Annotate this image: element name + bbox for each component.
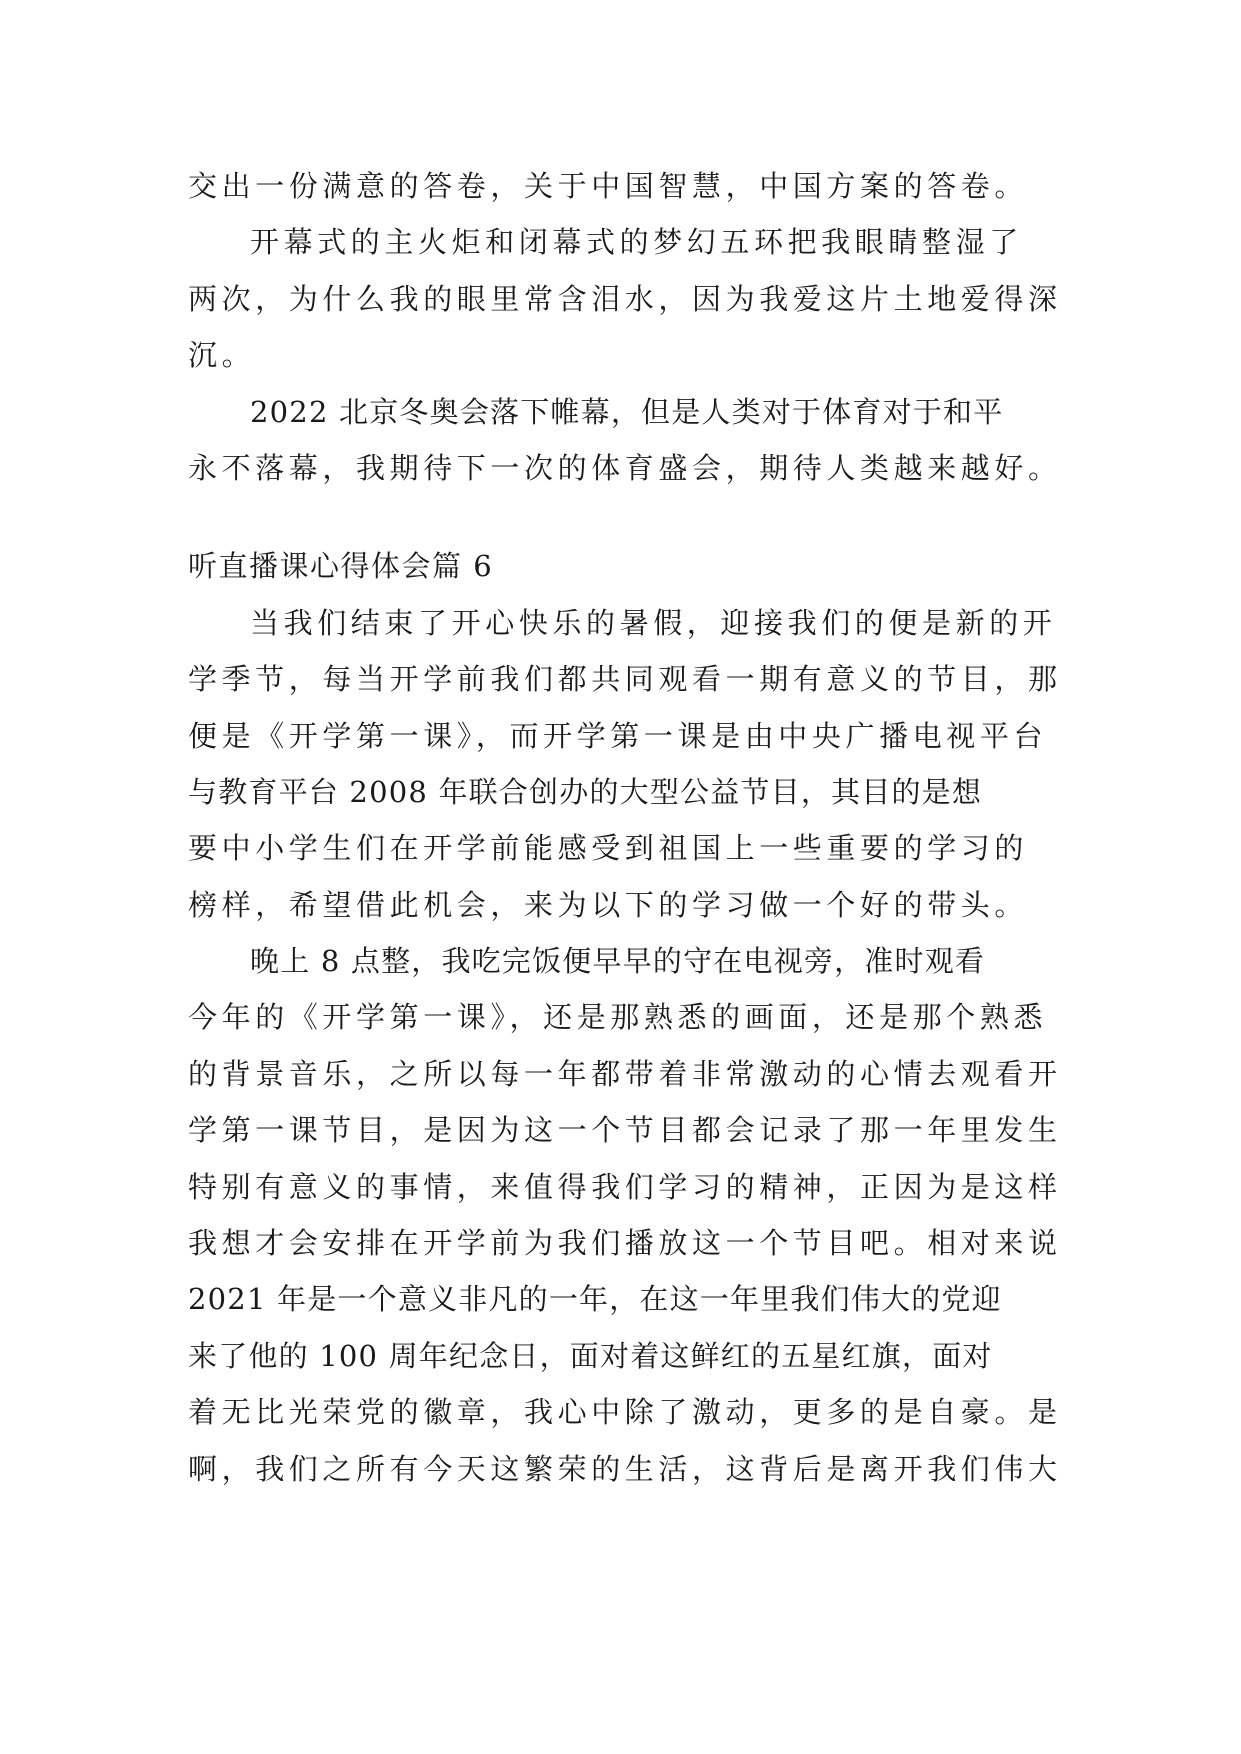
section-heading: 听直播课心得体会篇 6 (188, 549, 494, 584)
text-line: 学季节，每当开学前我们都共同观看一期有意义的节目，那 (188, 662, 1062, 697)
text-line: 榜样，希望借此机会，来为以下的学习做一个好的带头。 (188, 887, 1029, 922)
text-line: 学第一课节目，是因为这一个节目都会记录了那一年里发生 (188, 1113, 1062, 1148)
text-line: 着无比光荣党的徽章，我心中除了激动，更多的是自豪。是 (188, 1395, 1062, 1430)
document-body (188, 158, 1068, 1497)
paragraph-spacer (188, 496, 1068, 538)
paragraph-intro-tail (188, 158, 1068, 214)
text-line: 今年的《开学第一课》，还是那熟悉的画面，还是那个熟悉 (188, 1000, 1048, 1035)
text-line: 我想才会安排在开学前为我们播放这一个节目吧。相对来说 (188, 1226, 1062, 1261)
text-line: 特别有意义的事情，来值得我们学习的精神，正因为是这样 (188, 1169, 1062, 1204)
text-line: 啊，我们之所有今天这繁荣的生活，这背后是离开我们伟大 (188, 1451, 1062, 1486)
text-line: 交出一份满意的答卷，关于中国智慧，中国方案的答卷。 (188, 169, 1029, 203)
paragraph-summer (188, 595, 1068, 933)
text-line: 与教育平台 2008 年联合创办的大型公益节目，其目的是想 (188, 774, 983, 809)
text-line: 晚上 8 点整，我吃完饭便早早的守在电视旁，准时观看 (250, 944, 986, 979)
text-line: 的背景音乐，之所以每一年都带着非常激动的心情去观看开 (188, 1056, 1062, 1091)
text-line: 沉。 (188, 338, 256, 373)
text-line: 来了他的 100 周年纪念日，面对着这鲜红的五星红旗，面对 (188, 1338, 993, 1373)
text-line: 要中小学生们在开学前能感受到祖国上一些重要的学习的 (188, 831, 1029, 866)
text-line: 永不落幕，我期待下一次的体育盛会，期待人类越来越好。 (188, 450, 1062, 485)
paragraph-evening (188, 933, 1068, 1497)
text-line: 2021 年是一个意义非凡的一年，在这一年里我们伟大的党迎 (188, 1282, 1002, 1317)
text-line: 开幕式的主火炬和闭幕式的梦幻五环把我眼睛整湿了 (250, 225, 1023, 260)
text-line: 当我们结束了开心快乐的暑假，迎接我们的便是新的开 (250, 605, 1057, 640)
text-line: 2022 北京冬奥会落下帷幕，但是人类对于体育对于和平 (250, 394, 1004, 429)
text-line: 便是《开学第一课》，而开学第一课是由中央广播电视平台 (188, 718, 1048, 753)
paragraph-closing (188, 384, 1068, 497)
text-line: 两次，为什么我的眼里常含泪水，因为我爱这片土地爱得深 (188, 281, 1062, 316)
paragraph-ceremony (188, 214, 1068, 383)
